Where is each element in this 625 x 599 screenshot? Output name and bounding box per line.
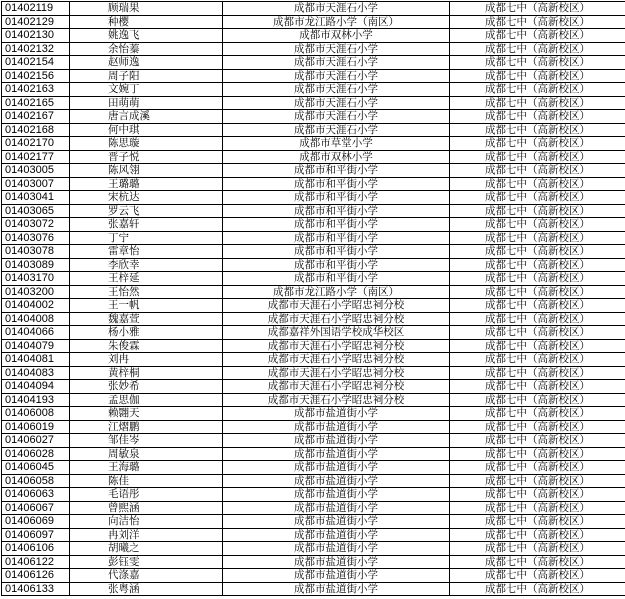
student-id-cell: 01406097 [2,528,70,542]
primary-school-cell: 成都市和平街小学 [223,258,450,272]
table-row [2,299,625,313]
student-name-cell: 彭钰雯 [70,555,223,569]
admitted-school-cell: 成都七中（高新校区） [450,555,625,569]
admitted-school-cell: 成都七中（高新校区） [450,474,625,488]
table-row [2,353,625,367]
student-name-cell: 种樱 [70,15,223,29]
student-name-cell: 朱俊霖 [70,339,223,353]
student-id-cell: 01404083 [2,366,70,380]
student-name-cell: 黄梓桐 [70,366,223,380]
primary-school-cell: 成都市天涯石小学 [223,110,450,124]
table-row [2,515,625,529]
primary-school-cell: 成都嘉祥外国语学校成华校区 [223,326,450,340]
student-id-cell: 01403072 [2,218,70,232]
primary-school-cell: 成都市天涯石小学昭忠祠分校 [223,312,450,326]
primary-school-cell: 成都市天涯石小学 [223,2,450,16]
student-name-cell: 邹佳岑 [70,434,223,448]
admitted-school-cell: 成都七中（高新校区） [450,312,625,326]
student-name-cell: 文婉丁 [70,83,223,97]
student-name-cell: 张妙希 [70,380,223,394]
primary-school-cell: 成都市盐道街小学 [223,569,450,583]
admitted-school-cell: 成都七中（高新校区） [450,299,625,313]
student-name-cell: 罗云飞 [70,204,223,218]
admitted-school-cell: 成都七中（高新校区） [450,177,625,191]
student-name-cell: 宋杭达 [70,191,223,205]
admitted-school-cell: 成都七中（高新校区） [450,434,625,448]
admitted-school-cell: 成都七中（高新校区） [450,56,625,70]
student-id-cell: 01406067 [2,501,70,515]
primary-school-cell: 成都市盐道街小学 [223,420,450,434]
primary-school-cell: 成都市盐道街小学 [223,407,450,421]
table-row [2,204,625,218]
student-name-cell: 丁宁 [70,231,223,245]
primary-school-cell: 成都市龙江路小学（南区） [223,15,450,29]
student-name-cell: 张嘉轩 [70,218,223,232]
primary-school-cell: 成都市和平街小学 [223,204,450,218]
student-name-cell: 晋子悦 [70,150,223,164]
student-id-cell: 01403089 [2,258,70,272]
student-id-cell: 01403041 [2,191,70,205]
admitted-school-cell: 成都七中（高新校区） [450,353,625,367]
student-id-cell: 01406063 [2,488,70,502]
student-id-cell: 01404066 [2,326,70,340]
admitted-school-cell: 成都七中（高新校区） [450,461,625,475]
admitted-school-cell: 成都七中（高新校区） [450,393,625,407]
primary-school-cell: 成都市盐道街小学 [223,515,450,529]
primary-school-cell: 成都市天涯石小学昭忠祠分校 [223,339,450,353]
table-row [2,420,625,434]
student-id-cell: 01406058 [2,474,70,488]
student-name-cell: 代涤嘉 [70,569,223,583]
primary-school-cell: 成都市和平街小学 [223,272,450,286]
admitted-school-cell: 成都七中（高新校区） [450,582,625,596]
table-row [2,326,625,340]
primary-school-cell: 成都市天涯石小学昭忠祠分校 [223,393,450,407]
student-id-cell: 01402170 [2,137,70,151]
admitted-school-cell: 成都七中（高新校区） [450,96,625,110]
admitted-school-cell: 成都七中（高新校区） [450,258,625,272]
table-row [2,339,625,353]
student-id-cell: 01402156 [2,69,70,83]
table-row [2,285,625,299]
table-row [2,69,625,83]
student-name-cell: 顾瑞果 [70,2,223,16]
student-id-cell: 01404079 [2,339,70,353]
primary-school-cell: 成都市盐道街小学 [223,474,450,488]
primary-school-cell: 成都市天涯石小学 [223,56,450,70]
student-name-cell: 何中琪 [70,123,223,137]
student-name-cell: 周敏泉 [70,447,223,461]
table-row [2,366,625,380]
primary-school-cell: 成都市盐道街小学 [223,488,450,502]
table-row [2,177,625,191]
admission-table [1,1,625,596]
admitted-school-cell: 成都七中（高新校区） [450,218,625,232]
student-name-cell: 胡曦之 [70,542,223,556]
student-name-cell: 余怡蓁 [70,42,223,56]
student-id-cell: 01404008 [2,312,70,326]
primary-school-cell: 成都市天涯石小学 [223,123,450,137]
admitted-school-cell: 成都七中（高新校区） [450,83,625,97]
table-row [2,555,625,569]
primary-school-cell: 成都市天涯石小学 [223,42,450,56]
table-row [2,447,625,461]
table-row [2,474,625,488]
student-name-cell: 江熠鹏 [70,420,223,434]
student-id-cell: 01402165 [2,96,70,110]
primary-school-cell: 成都市天涯石小学 [223,96,450,110]
primary-school-cell: 成都市天涯石小学 [223,69,450,83]
student-id-cell: 01404081 [2,353,70,367]
primary-school-cell: 成都市和平街小学 [223,231,450,245]
student-id-cell: 01402119 [2,2,70,16]
admitted-school-cell: 成都七中（高新校区） [450,366,625,380]
primary-school-cell: 成都市天涯石小学昭忠祠分校 [223,353,450,367]
student-id-cell: 01406019 [2,420,70,434]
table-row [2,96,625,110]
admitted-school-cell: 成都七中（高新校区） [450,285,625,299]
student-name-cell: 王海璐 [70,461,223,475]
student-id-cell: 01406126 [2,569,70,583]
student-id-cell: 01403076 [2,231,70,245]
admitted-school-cell: 成都七中（高新校区） [450,110,625,124]
table-row [2,42,625,56]
student-id-cell: 01402132 [2,42,70,56]
primary-school-cell: 成都市草堂小学 [223,137,450,151]
admitted-school-cell: 成都七中（高新校区） [450,15,625,29]
primary-school-cell: 成都市和平街小学 [223,191,450,205]
admitted-school-cell: 成都七中（高新校区） [450,515,625,529]
table-row [2,56,625,70]
admitted-school-cell: 成都七中（高新校区） [450,380,625,394]
table-row [2,245,625,259]
admitted-school-cell: 成都七中（高新校区） [450,123,625,137]
admitted-school-cell: 成都七中（高新校区） [450,488,625,502]
admitted-school-cell: 成都七中（高新校区） [450,420,625,434]
student-id-cell: 01402130 [2,29,70,43]
table-row [2,231,625,245]
student-name-cell: 孟思伽 [70,393,223,407]
student-name-cell: 赖翾天 [70,407,223,421]
student-name-cell: 曾熙涵 [70,501,223,515]
student-id-cell: 01402177 [2,150,70,164]
table-row [2,258,625,272]
table-row [2,501,625,515]
table-row [2,528,625,542]
student-id-cell: 01402129 [2,15,70,29]
student-id-cell: 01406106 [2,542,70,556]
table-row [2,2,625,16]
admitted-school-cell: 成都七中（高新校区） [450,339,625,353]
student-name-cell: 冉刘洋 [70,528,223,542]
student-name-cell: 李欣幸 [70,258,223,272]
admitted-school-cell: 成都七中（高新校区） [450,164,625,178]
primary-school-cell: 成都市盐道街小学 [223,528,450,542]
primary-school-cell: 成都市双林小学 [223,150,450,164]
table-row [2,582,625,596]
primary-school-cell: 成都市天涯石小学 [223,83,450,97]
admitted-school-cell: 成都七中（高新校区） [450,501,625,515]
admitted-school-cell: 成都七中（高新校区） [450,2,625,16]
admitted-school-cell: 成都七中（高新校区） [450,204,625,218]
student-name-cell: 陈佳 [70,474,223,488]
student-name-cell: 陈风翎 [70,164,223,178]
table-row [2,542,625,556]
admitted-school-cell: 成都七中（高新校区） [450,69,625,83]
student-id-cell: 01406133 [2,582,70,596]
primary-school-cell: 成都市盐道街小学 [223,555,450,569]
student-name-cell: 王璐璐 [70,177,223,191]
student-id-cell: 01404193 [2,393,70,407]
admitted-school-cell: 成都七中（高新校区） [450,191,625,205]
primary-school-cell: 成都市天涯石小学昭忠祠分校 [223,380,450,394]
admitted-school-cell: 成都七中（高新校区） [450,272,625,286]
student-name-cell: 王梓延 [70,272,223,286]
table-row [2,164,625,178]
student-id-cell: 01403200 [2,285,70,299]
admitted-school-cell: 成都七中（高新校区） [450,542,625,556]
student-id-cell: 01403065 [2,204,70,218]
student-id-cell: 01404002 [2,299,70,313]
primary-school-cell: 成都市盐道街小学 [223,434,450,448]
table-row [2,407,625,421]
admitted-school-cell: 成都七中（高新校区） [450,137,625,151]
primary-school-cell: 成都市盐道街小学 [223,461,450,475]
table-row [2,191,625,205]
student-name-cell: 田萌萌 [70,96,223,110]
student-name-cell: 魏嘉萱 [70,312,223,326]
table-row [2,393,625,407]
student-id-cell: 01406027 [2,434,70,448]
table-row [2,434,625,448]
table-row [2,137,625,151]
table-row [2,488,625,502]
primary-school-cell: 成都市盐道街小学 [223,582,450,596]
student-id-cell: 01402168 [2,123,70,137]
table-row [2,312,625,326]
student-name-cell: 赵师逸 [70,56,223,70]
primary-school-cell: 成都市盐道街小学 [223,542,450,556]
admitted-school-cell: 成都七中（高新校区） [450,245,625,259]
table-row [2,83,625,97]
student-id-cell: 01403078 [2,245,70,259]
student-id-cell: 01402167 [2,110,70,124]
table-row [2,461,625,475]
student-name-cell: 毛语彤 [70,488,223,502]
admitted-school-cell: 成都七中（高新校区） [450,447,625,461]
student-id-cell: 01402163 [2,83,70,97]
primary-school-cell: 成都市盐道街小学 [223,501,450,515]
table-row [2,123,625,137]
admitted-school-cell: 成都七中（高新校区） [450,407,625,421]
table-row [2,150,625,164]
student-name-cell: 姚逸飞 [70,29,223,43]
admitted-school-cell: 成都七中（高新校区） [450,528,625,542]
admitted-school-cell: 成都七中（高新校区） [450,29,625,43]
table-body [2,2,625,596]
admitted-school-cell: 成都七中（高新校区） [450,150,625,164]
student-id-cell: 01406122 [2,555,70,569]
student-name-cell: 陈思璇 [70,137,223,151]
student-id-cell: 01404094 [2,380,70,394]
table-row [2,272,625,286]
student-name-cell: 周子阳 [70,69,223,83]
student-id-cell: 01403005 [2,164,70,178]
admitted-school-cell: 成都七中（高新校区） [450,569,625,583]
student-id-cell: 01406069 [2,515,70,529]
student-id-cell: 01406008 [2,407,70,421]
student-name-cell: 向洁怡 [70,515,223,529]
table-row [2,29,625,43]
primary-school-cell: 成都市天涯石小学昭忠祠分校 [223,366,450,380]
table-row [2,110,625,124]
primary-school-cell: 成都市和平街小学 [223,164,450,178]
table-row [2,380,625,394]
admitted-school-cell: 成都七中（高新校区） [450,326,625,340]
primary-school-cell: 成都市和平街小学 [223,218,450,232]
admitted-school-cell: 成都七中（高新校区） [450,42,625,56]
primary-school-cell: 成都市龙江路小学（南区） [223,285,450,299]
primary-school-cell: 成都市和平街小学 [223,177,450,191]
student-name-cell: 王怡然 [70,285,223,299]
table-row [2,569,625,583]
primary-school-cell: 成都市盐道街小学 [223,447,450,461]
admitted-school-cell: 成都七中（高新校区） [450,231,625,245]
table-row [2,15,625,29]
student-id-cell: 01402154 [2,56,70,70]
primary-school-cell: 成都市双林小学 [223,29,450,43]
student-id-cell: 01406045 [2,461,70,475]
student-name-cell: 王一帆 [70,299,223,313]
student-name-cell: 雷章怡 [70,245,223,259]
student-id-cell: 01403007 [2,177,70,191]
student-id-cell: 01403170 [2,272,70,286]
student-id-cell: 01406028 [2,447,70,461]
table-row [2,218,625,232]
primary-school-cell: 成都市天涯石小学昭忠祠分校 [223,299,450,313]
student-name-cell: 张粤涵 [70,582,223,596]
primary-school-cell: 成都市和平街小学 [223,245,450,259]
student-name-cell: 唐言成溪 [70,110,223,124]
student-name-cell: 刘冉 [70,353,223,367]
student-name-cell: 杨小雅 [70,326,223,340]
